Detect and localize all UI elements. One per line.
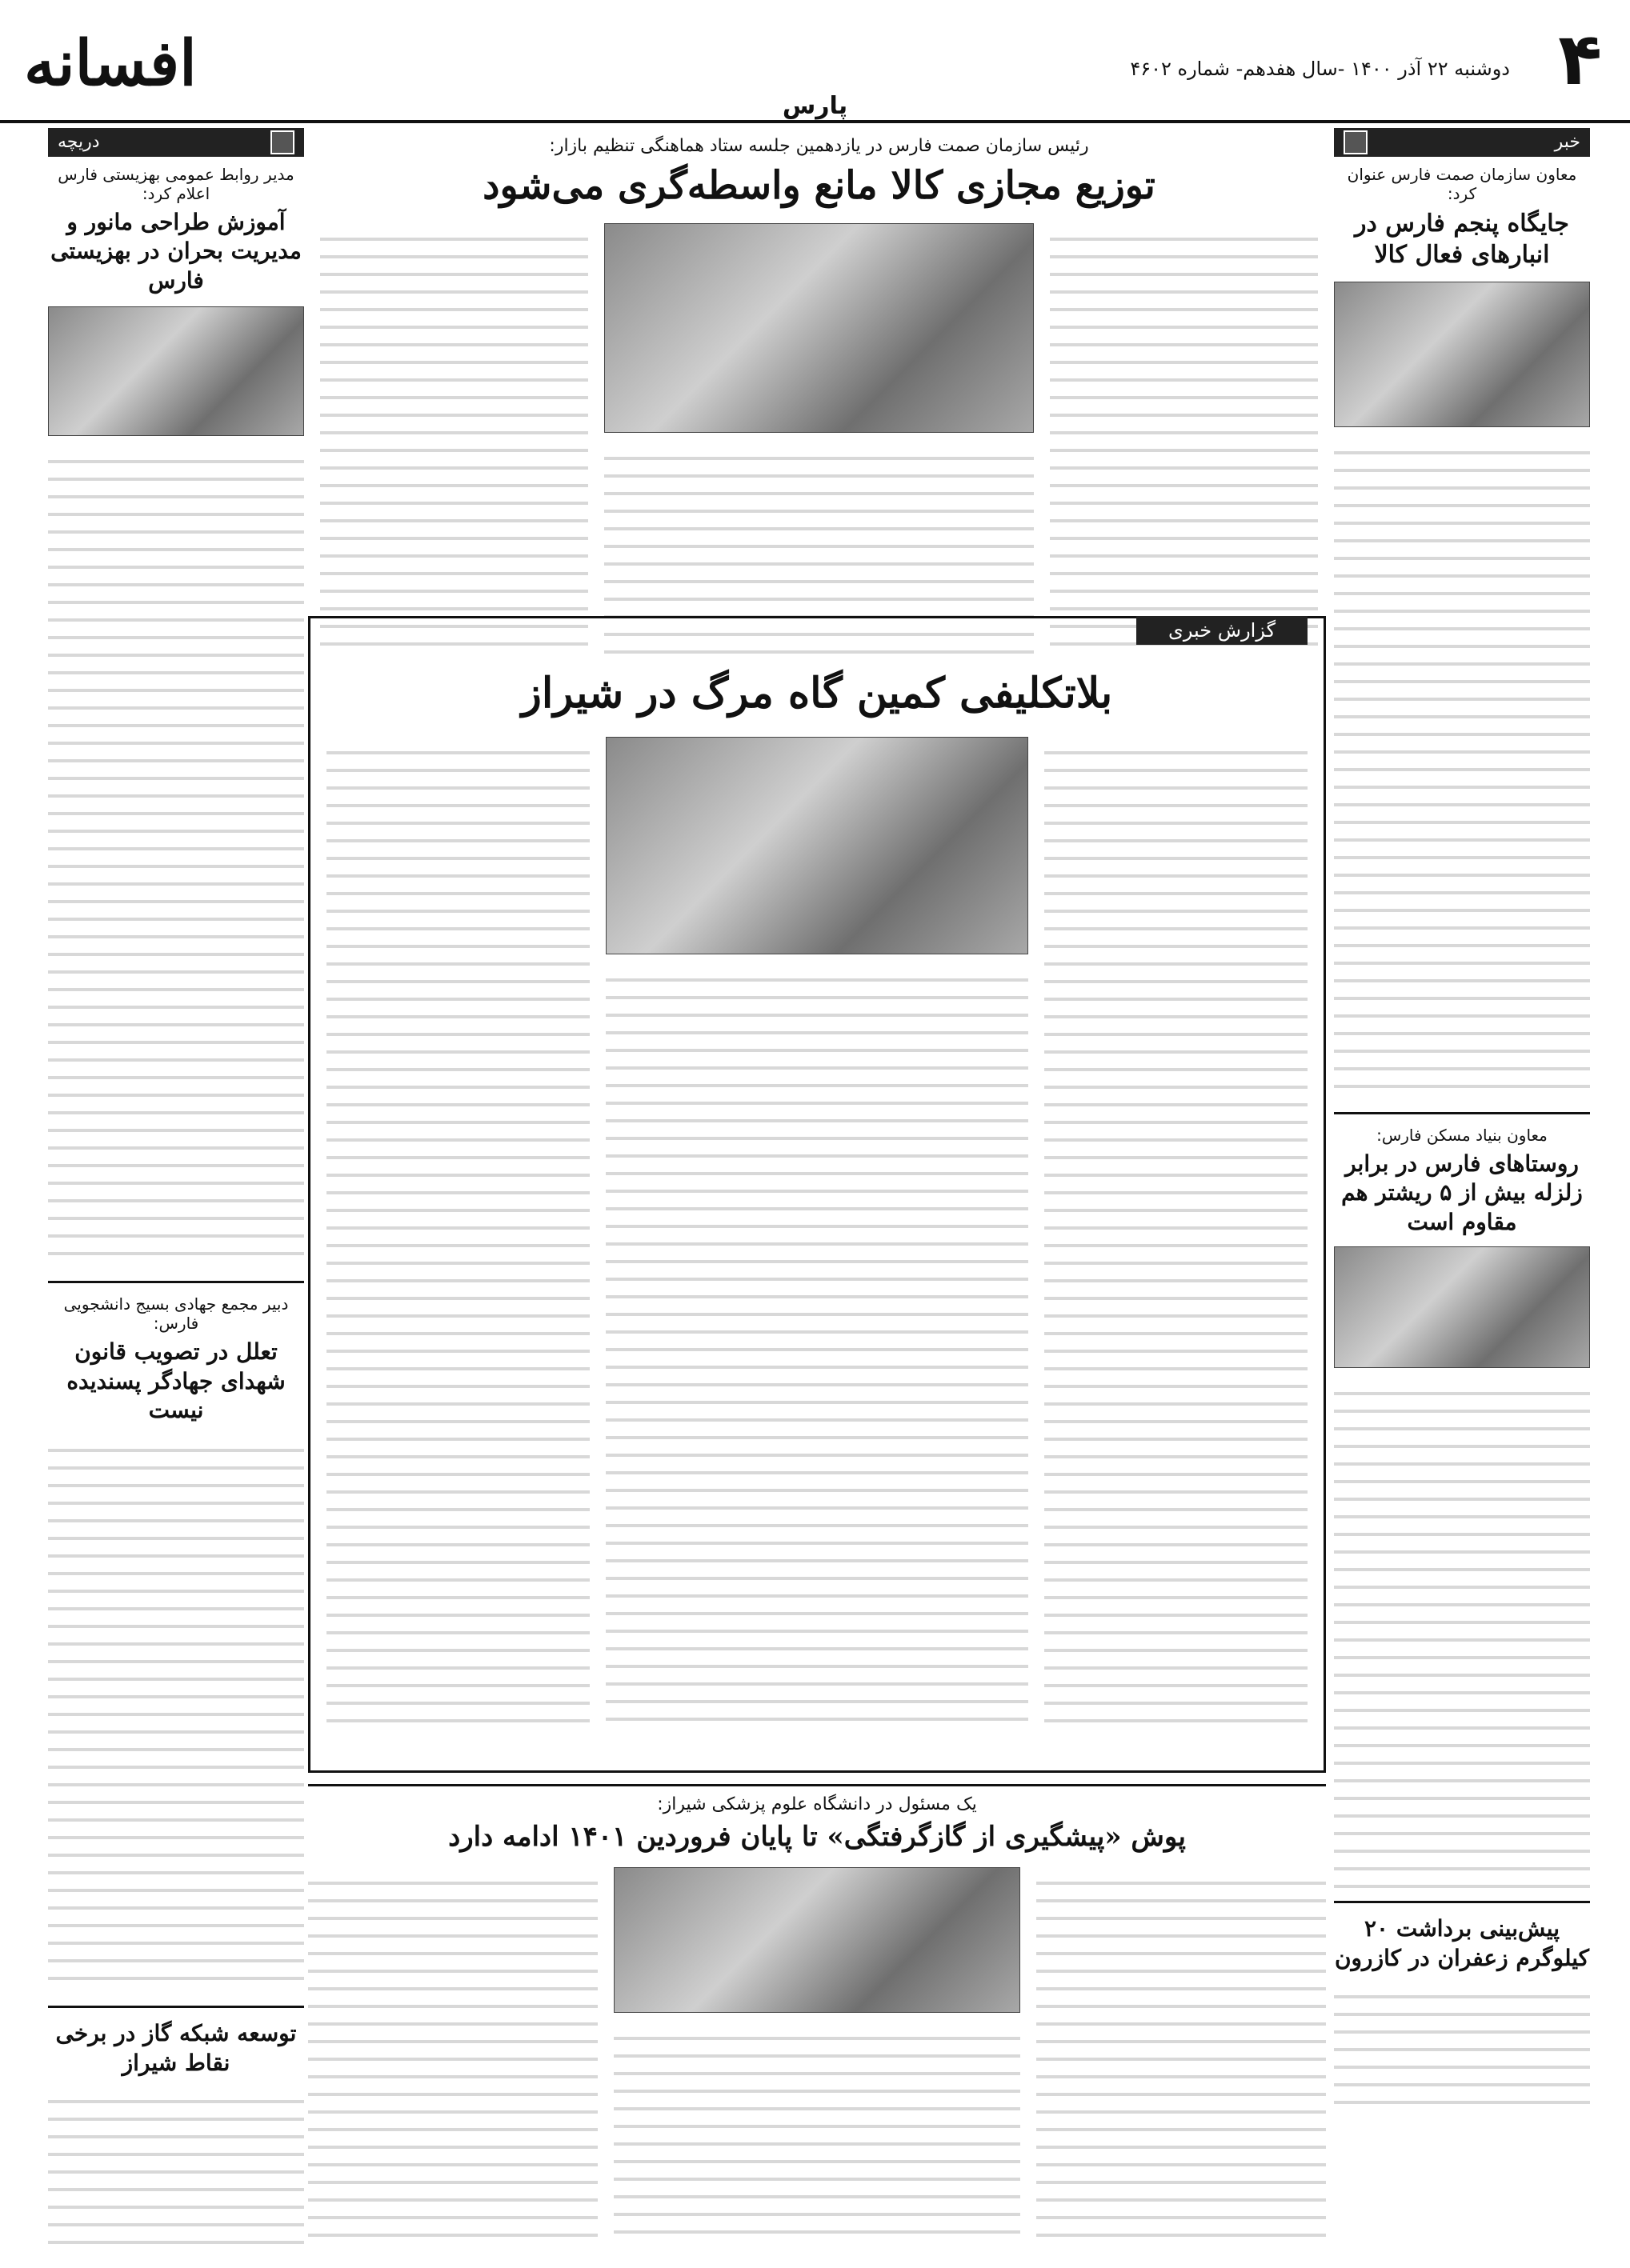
report-traffic-photo (606, 737, 1027, 954)
right-separator-2 (1334, 1901, 1590, 1903)
left-story3-headline: توسعه شبکه گاز در برخی نقاط شیراز (55, 2020, 297, 2076)
left-story3-body (48, 2086, 304, 2246)
center-kicker: رئیس سازمان صمت فارس در یازدهمین جلسه ستاد هماهنگی تنظیم بازار: (549, 136, 1089, 156)
bottom-story (308, 1784, 1326, 2254)
newspaper-logo: افسانه (24, 27, 197, 100)
left-kicker: مدیر روابط عمومی بهزیستی فارس اعلام کرد: (58, 165, 294, 203)
right-headline: جایگاه پنجم فارس در انبارهای فعال کالا (1355, 210, 1569, 269)
section-title: پارس (782, 92, 848, 120)
page-number: ۴ (1558, 18, 1602, 102)
left-separator (48, 1281, 304, 1283)
book-icon (1344, 130, 1368, 154)
right-body-text (1334, 437, 1590, 1101)
bottom-middle (614, 1867, 1019, 2243)
bottom-text-3 (308, 1867, 598, 2243)
report-text-2 (606, 964, 1027, 1729)
left-body-text (48, 446, 304, 1270)
right-story3-body (1334, 1981, 1590, 2117)
bottom-text-1 (1036, 1867, 1326, 2243)
center-top-layout (320, 223, 1318, 655)
right-column (1334, 128, 1590, 2117)
center-top-text-1 (1050, 223, 1318, 655)
left-column (48, 128, 304, 2246)
right-story2-body (1334, 1378, 1590, 1890)
right-story3-headline: پیش‌بینی برداشت ۲۰ کیلوگرم زعفران در کازرون (1334, 1915, 1590, 1971)
right-story2-photo (1334, 1246, 1590, 1368)
center-meeting-photo (604, 223, 1033, 433)
bottom-portrait-photo (614, 1867, 1019, 2013)
left-photo (48, 306, 304, 436)
bottom-text-2 (614, 2022, 1019, 2243)
bottom-headline: پوش «پیشگیری از گازگرفتگی» تا پایان فروردین ۱۴۰۱ ادامه دارد (448, 1821, 1186, 1853)
left-headline: آموزش طراحی مانور و مدیریت بحران در بهزیستی فارس (50, 209, 302, 294)
left-story2-headline: تعلل در تصویب قانون شهدای جهادگر پسندیده نیست (66, 1338, 286, 1423)
center-top-story (320, 128, 1318, 655)
right-story2-kicker: معاون بنیاد مسکن فارس: (1376, 1126, 1548, 1145)
report-headline: بلاتکلیفی کمین گاه مرگ در شیراز (521, 669, 1113, 718)
bottom-layout (308, 1867, 1326, 2243)
dateline: دوشنبه ۲۲ آذر ۱۴۰۰ -سال هفدهم- شماره ۴۶۰۲ (1130, 58, 1510, 80)
report-text-3 (326, 737, 590, 1729)
report-tag: گزارش خبری (1136, 616, 1308, 645)
bottom-kicker: یک مسئول در دانشگاه علوم پزشکی شیراز: (657, 1794, 977, 1814)
right-separator (1334, 1112, 1590, 1114)
masthead (0, 0, 1630, 123)
right-tag (1334, 128, 1590, 157)
right-story2-headline: روستاهای فارس در برابر زلزله بیش از ۵ ریشتر هم مقاوم است (1341, 1150, 1583, 1235)
left-story2-kicker: دبیر مجمع جهادی بسیج دانشجویی فارس: (63, 1294, 289, 1334)
left-story2-body (48, 1434, 304, 1994)
center-headline: توزیع مجازی کالا مانع واسطه‌گری می‌شود (483, 163, 1155, 208)
left-tag-label: دریچه (58, 132, 100, 152)
right-tag-label: خبر (1554, 132, 1580, 152)
right-kicker: معاون سازمان صمت فارس عنوان کرد: (1347, 165, 1577, 203)
report-box (308, 616, 1326, 1773)
center-top-middle (604, 223, 1033, 655)
left-tag (48, 128, 304, 157)
book-icon (270, 130, 294, 154)
center-top-text-3 (320, 223, 588, 655)
report-middle (606, 737, 1027, 1729)
report-layout (326, 737, 1308, 1729)
right-photo (1334, 282, 1590, 427)
left-separator-2 (48, 2006, 304, 2008)
report-text-1 (1044, 737, 1308, 1729)
